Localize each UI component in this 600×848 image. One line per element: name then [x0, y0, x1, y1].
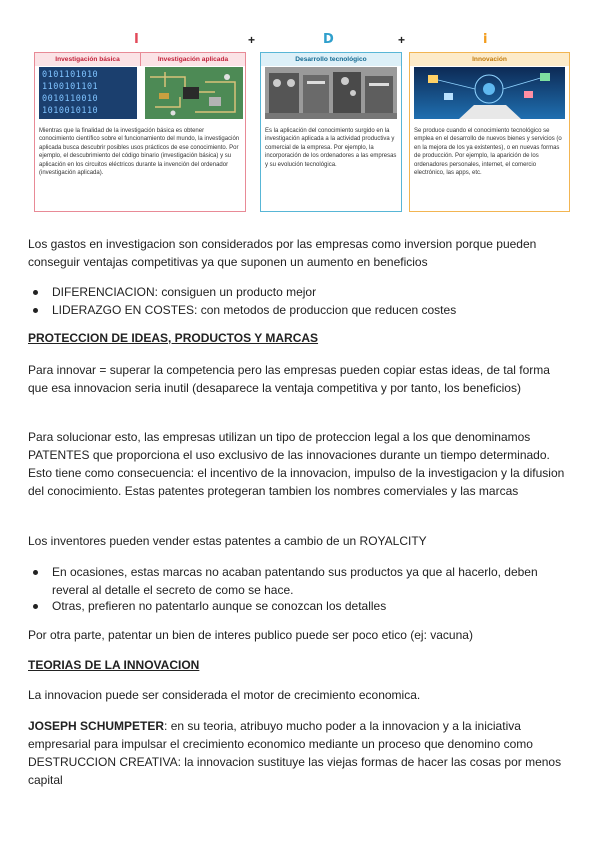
- paragraph-innovate: Para innovar = superar la competencia pero las empresas pueden copiar estas ideas, de tal forma que esa innovacion seria inutil (desaparece la ventaja competitiva y por tanto, los beneficios): [28, 363, 550, 395]
- development-box: [260, 52, 402, 212]
- development-description: Es la aplicación del conocimiento surgido en la investigación aplicada a la actividad productiva y comercial de la empresa. Por ejemplo, la incorporación de los ordenadores a las empresas y su evolución tecnológica.: [265, 128, 397, 168]
- applied-research-header: Investigación aplicada: [140, 53, 245, 66]
- circuit-board-image: [145, 67, 243, 119]
- paragraph-patents: Para solucionar esto, las empresas utilizan un tipo de proteccion legal a los que denominamos PATENTES que proporciona el uso exclusivo de las innovaciones durante un tiempo determinado. Esto tiene como consecuencia: el incentivo de la innovacion, impulso de la investigacion y la difusion del conocimiento. Estas patentes protegeran tambien los nombres comerviales y las marcas: [28, 430, 565, 498]
- letter-i: I: [134, 32, 139, 47]
- letter-i-innovation: i: [483, 32, 488, 47]
- list-item-not-patenting: En ocasiones, estas marcas no acaban patentando sus productos ya que al hacerlo, deben reveral al detalle el secreto de como se hace.: [52, 565, 538, 597]
- list-item-prefer-not: Otras, prefieren no patentarlo aunque se conozcan los detalles: [52, 599, 387, 613]
- paragraph-growth-engine: La innovacion puede ser considerada el motor de crecimiento economica.: [28, 688, 421, 702]
- schumpeter-theory: : en su teoria, atribuyo mucho poder a la innovacion y a la iniciativa empresarial para impulsar el crecimiento economico mediante un proceso que denomino como DESTRUCCION CREATIVA: la innovacion sustituye las viejas formas de hacer las cosas por menos capital: [28, 719, 562, 787]
- plus-sign-1: +: [248, 33, 256, 47]
- plus-sign-2: +: [398, 33, 406, 47]
- binary-line: 1010010110: [42, 106, 99, 116]
- bullet-dot: [33, 604, 38, 609]
- paragraph-schumpeter: [28, 717, 572, 789]
- research-description: Mientras que la finalidad de la investigación básica es obtener conocimiento científico sobre el funcionamiento del mundo, la investigación aplicada busca descubrir posibles usos prácticos de ese conocimiento. Por ejemplo, el descubrimiento del código binario (investigación básica) y su aplicación en los circuitos eléctricos durante la invención del ordenador (investigación aplicada).: [39, 128, 240, 177]
- list-item-cost-leadership: LIDERAZGO EN COSTES: con metodos de produccion que reducen costes: [52, 303, 457, 317]
- bullet-dot: [33, 308, 38, 313]
- development-header: Desarrollo tecnológico: [261, 53, 401, 66]
- basic-research-header: Investigación básica: [35, 53, 140, 66]
- schumpeter-name: JOSEPH SCHUMPETER: [28, 719, 165, 733]
- digital-tablet-image: [414, 67, 565, 119]
- paragraph-research-investment: Los gastos en investigacion son considerados por las empresas como inversion porque pueden conseguir ventajas competitivas ya que suponen un aumento en beneficios: [28, 237, 537, 269]
- binary-line: 0010110010: [42, 94, 99, 104]
- list-item-differentiation: DIFERENCIACION: consiguen un producto mejor: [52, 285, 317, 299]
- research-box: [34, 52, 246, 212]
- paragraph-royalty: Los inventores pueden vender estas patentes a cambio de un ROYALCITY: [28, 534, 427, 548]
- binary-line: 0101101010: [42, 70, 99, 80]
- binary-code-image: [39, 67, 137, 119]
- innovation-box: [409, 52, 570, 212]
- binary-line: 1100101101: [42, 82, 99, 92]
- heading-protection: PROTECCION DE IDEAS, PRODUCTOS Y MARCAS: [28, 331, 319, 345]
- paragraph-ethics: Por otra parte, patentar un bien de interes publico puede ser poco etico (ej: vacuna): [28, 628, 473, 642]
- heading-innovation-theories: TEORIAS DE LA INNOVACION: [28, 658, 200, 672]
- innovation-header: Innovación: [410, 53, 569, 66]
- letter-d: D: [323, 32, 334, 47]
- innovation-description: Se produce cuando el conocimiento tecnológico se emplea en el desarrollo de nuevos bienes y servicios (o en la mejora de los ya existentes), o en nuevas formas de producción. Por ejemplo, la aparición de los ordenadores personales, internet, el comercio electrónico, las apps, etc.: [414, 128, 562, 177]
- bullet-dot: [33, 570, 38, 575]
- old-computers-image: [265, 67, 397, 119]
- bullet-dot: [33, 290, 38, 295]
- idi-infographic: [34, 30, 570, 214]
